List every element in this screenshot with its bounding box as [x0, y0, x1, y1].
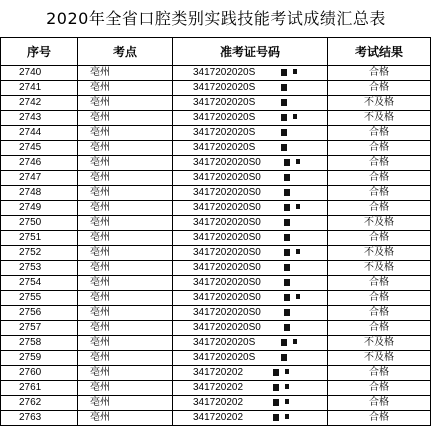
table-row: [1, 171, 431, 186]
row-exam-id: [173, 246, 328, 261]
row-exam-id: [173, 366, 328, 381]
row-result: [328, 231, 431, 246]
row-seq-text: 2759: [19, 352, 42, 363]
row-result-text: 合格: [369, 127, 389, 138]
row-seq: [1, 351, 78, 366]
row-seq: [1, 381, 78, 396]
row-exam-id-text: 3417202020S: [193, 97, 256, 108]
row-seq-text: 2752: [19, 247, 42, 258]
row-seq: [1, 171, 78, 186]
row-place: [78, 261, 173, 276]
row-result: [328, 126, 431, 141]
row-seq-text: 2750: [19, 217, 42, 228]
table-row: [1, 126, 431, 141]
row-place-text: 亳州: [90, 217, 110, 228]
row-exam-id: [173, 111, 328, 126]
row-result-text: 不及格: [364, 262, 394, 273]
row-result: [328, 246, 431, 261]
table-row: [1, 96, 431, 111]
row-exam-id: [173, 126, 328, 141]
redaction-mark: [293, 69, 297, 74]
row-exam-id: [173, 261, 328, 276]
redaction-mark: [284, 279, 290, 286]
row-place: [78, 411, 173, 426]
row-exam-id-text: 3417202020S: [193, 142, 256, 153]
row-seq-text: 2753: [19, 262, 42, 273]
row-exam-id: [173, 321, 328, 336]
row-seq-text: 2742: [19, 97, 42, 108]
header-row: [1, 38, 431, 66]
results-table: [0, 37, 431, 426]
table-row: [1, 306, 431, 321]
row-exam-id-text: 3417202020S0: [193, 187, 261, 198]
table-row: [1, 336, 431, 351]
redaction-mark: [281, 129, 287, 136]
row-place: [78, 66, 173, 81]
row-seq-text: 2741: [19, 82, 42, 93]
page-title: 2020年全省口腔类别实践技能考试成绩汇总表: [46, 9, 386, 28]
row-result-text: 合格: [369, 367, 389, 378]
redaction-mark: [284, 324, 290, 331]
row-result: [328, 381, 431, 396]
row-place: [78, 321, 173, 336]
row-exam-id-text: 3417202020S0: [193, 292, 261, 303]
row-seq-text: 2761: [19, 382, 42, 393]
row-place: [78, 171, 173, 186]
row-place: [78, 381, 173, 396]
row-place-text: 亳州: [90, 247, 110, 258]
row-result-text: 合格: [369, 172, 389, 183]
row-exam-id: [173, 96, 328, 111]
row-result-text: 合格: [369, 397, 389, 408]
row-seq-text: 2762: [19, 397, 42, 408]
redaction-mark: [284, 309, 290, 316]
row-seq: [1, 186, 78, 201]
row-place-text: 亳州: [90, 412, 110, 423]
table-row: [1, 351, 431, 366]
row-seq-text: 2760: [19, 367, 42, 378]
row-place-text: 亳州: [90, 367, 110, 378]
row-place: [78, 186, 173, 201]
redaction-mark: [281, 354, 287, 361]
table-row: [1, 396, 431, 411]
redaction-mark: [285, 384, 289, 389]
redaction-mark: [285, 369, 289, 374]
redaction-mark: [281, 69, 287, 76]
row-place-text: 亳州: [90, 142, 110, 153]
row-result: [328, 201, 431, 216]
row-result: [328, 306, 431, 321]
row-seq-text: 2754: [19, 277, 42, 288]
row-result: [328, 81, 431, 96]
row-result-text: 合格: [369, 382, 389, 393]
row-exam-id: [173, 186, 328, 201]
row-place: [78, 246, 173, 261]
row-exam-id: [173, 381, 328, 396]
redaction-mark: [284, 249, 290, 256]
row-place-text: 亳州: [90, 322, 110, 333]
table-row: [1, 381, 431, 396]
row-result: [328, 336, 431, 351]
table-row: [1, 81, 431, 96]
row-result-text: 合格: [369, 67, 389, 78]
row-seq-text: 2758: [19, 337, 42, 348]
row-seq-text: 2757: [19, 322, 42, 333]
row-place-text: 亳州: [90, 232, 110, 243]
row-exam-id-text: 3417202020S0: [193, 307, 261, 318]
row-place-text: 亳州: [90, 67, 110, 78]
row-exam-id-text: 3417202020S: [193, 112, 256, 123]
redaction-mark: [296, 204, 300, 209]
row-place: [78, 216, 173, 231]
redaction-mark: [273, 414, 279, 421]
row-place: [78, 231, 173, 246]
row-seq: [1, 141, 78, 156]
row-seq-text: 2745: [19, 142, 42, 153]
redaction-mark: [284, 174, 290, 181]
row-result: [328, 351, 431, 366]
row-exam-id: [173, 201, 328, 216]
redaction-mark: [273, 399, 279, 406]
row-place: [78, 96, 173, 111]
row-place: [78, 141, 173, 156]
row-place: [78, 126, 173, 141]
row-place: [78, 276, 173, 291]
row-exam-id-text: 341720202: [193, 367, 244, 378]
row-seq-text: 2746: [19, 157, 42, 168]
row-place-text: 亳州: [90, 172, 110, 183]
row-exam-id: [173, 171, 328, 186]
redaction-mark: [284, 159, 290, 166]
row-seq: [1, 246, 78, 261]
table-row: [1, 201, 431, 216]
row-seq: [1, 276, 78, 291]
header-seq: 序号: [1, 38, 78, 66]
redaction-mark: [284, 219, 290, 226]
row-seq: [1, 321, 78, 336]
row-place: [78, 366, 173, 381]
redaction-mark: [273, 369, 279, 376]
row-exam-id: [173, 291, 328, 306]
row-seq: [1, 336, 78, 351]
row-result: [328, 321, 431, 336]
row-result-text: 不及格: [364, 337, 394, 348]
redaction-mark: [285, 414, 289, 419]
row-result-text: 合格: [369, 202, 389, 213]
row-result: [328, 156, 431, 171]
redaction-mark: [281, 339, 287, 346]
row-exam-id: [173, 141, 328, 156]
row-place-text: 亳州: [90, 352, 110, 363]
table-row: [1, 111, 431, 126]
row-exam-id-text: 3417202020S0: [193, 232, 261, 243]
redaction-mark: [284, 204, 290, 211]
row-seq-text: 2763: [19, 412, 42, 423]
row-place: [78, 291, 173, 306]
row-seq: [1, 96, 78, 111]
table-row: [1, 141, 431, 156]
redaction-mark: [293, 339, 297, 344]
row-result-text: 合格: [369, 157, 389, 168]
redaction-mark: [281, 84, 287, 91]
row-exam-id-text: 341720202: [193, 412, 244, 423]
row-result: [328, 411, 431, 426]
row-exam-id-text: 3417202020S0: [193, 217, 261, 228]
row-place-text: 亳州: [90, 127, 110, 138]
row-seq-text: 2756: [19, 307, 42, 318]
table-row: [1, 231, 431, 246]
redaction-mark: [281, 114, 287, 121]
row-seq-text: 2743: [19, 112, 42, 123]
row-exam-id-text: 3417202020S0: [193, 172, 261, 183]
row-seq: [1, 396, 78, 411]
row-seq: [1, 156, 78, 171]
row-seq: [1, 366, 78, 381]
header-place: 考点: [78, 38, 173, 66]
row-result-text: 合格: [369, 292, 389, 303]
row-place-text: 亳州: [90, 382, 110, 393]
row-seq: [1, 411, 78, 426]
row-place: [78, 81, 173, 96]
table-row: [1, 291, 431, 306]
row-exam-id: [173, 306, 328, 321]
row-place-text: 亳州: [90, 262, 110, 273]
row-exam-id-text: 3417202020S0: [193, 157, 261, 168]
row-exam-id: [173, 351, 328, 366]
row-exam-id: [173, 156, 328, 171]
row-place-text: 亳州: [90, 112, 110, 123]
row-result-text: 合格: [369, 307, 389, 318]
row-exam-id-text: 3417202020S0: [193, 322, 261, 333]
table-row: [1, 216, 431, 231]
row-result-text: 合格: [369, 232, 389, 243]
row-seq-text: 2747: [19, 172, 42, 183]
redaction-mark: [284, 264, 290, 271]
table-row: [1, 276, 431, 291]
row-exam-id-text: 3417202020S0: [193, 262, 261, 273]
row-result: [328, 261, 431, 276]
row-result-text: 合格: [369, 142, 389, 153]
redaction-mark: [296, 249, 300, 254]
row-exam-id-text: 3417202020S: [193, 352, 256, 363]
row-seq: [1, 126, 78, 141]
redaction-mark: [284, 189, 290, 196]
row-seq-text: 2755: [19, 292, 42, 303]
row-exam-id: [173, 276, 328, 291]
row-result: [328, 216, 431, 231]
row-place-text: 亳州: [90, 187, 110, 198]
row-result: [328, 396, 431, 411]
row-exam-id-text: 3417202020S: [193, 82, 256, 93]
table-row: [1, 411, 431, 426]
row-result-text: 合格: [369, 82, 389, 93]
row-result: [328, 366, 431, 381]
row-exam-id: [173, 396, 328, 411]
row-result: [328, 171, 431, 186]
row-place-text: 亳州: [90, 292, 110, 303]
row-exam-id-text: 3417202020S0: [193, 202, 261, 213]
row-exam-id-text: 341720202: [193, 382, 244, 393]
row-result-text: 不及格: [364, 352, 394, 363]
row-result: [328, 291, 431, 306]
row-place-text: 亳州: [90, 82, 110, 93]
row-exam-id: [173, 216, 328, 231]
row-result: [328, 96, 431, 111]
row-result-text: 合格: [369, 187, 389, 198]
table-row: [1, 261, 431, 276]
table-row: [1, 186, 431, 201]
redaction-mark: [281, 144, 287, 151]
row-place-text: 亳州: [90, 157, 110, 168]
row-exam-id: [173, 231, 328, 246]
row-result: [328, 276, 431, 291]
header-result: 考试结果: [328, 38, 431, 66]
row-seq: [1, 231, 78, 246]
row-place: [78, 111, 173, 126]
row-result: [328, 141, 431, 156]
redaction-mark: [296, 159, 300, 164]
row-exam-id-text: 341720202: [193, 397, 244, 408]
table-row: [1, 321, 431, 336]
redaction-mark: [281, 99, 287, 106]
table-row: [1, 156, 431, 171]
row-exam-id: [173, 411, 328, 426]
row-place: [78, 396, 173, 411]
redaction-mark: [273, 384, 279, 391]
row-seq: [1, 111, 78, 126]
row-exam-id-text: 3417202020S: [193, 67, 256, 78]
row-seq-text: 2748: [19, 187, 42, 198]
redaction-mark: [293, 114, 297, 119]
row-seq: [1, 291, 78, 306]
row-result-text: 合格: [369, 412, 389, 423]
row-place-text: 亳州: [90, 97, 110, 108]
row-result-text: 合格: [369, 322, 389, 333]
redaction-mark: [284, 294, 290, 301]
row-result: [328, 186, 431, 201]
row-exam-id-text: 3417202020S0: [193, 247, 261, 258]
row-result: [328, 66, 431, 81]
row-result: [328, 111, 431, 126]
row-place-text: 亳州: [90, 337, 110, 348]
row-exam-id-text: 3417202020S: [193, 337, 256, 348]
row-seq: [1, 66, 78, 81]
row-result-text: 不及格: [364, 217, 394, 228]
redaction-mark: [284, 234, 290, 241]
table-row: [1, 66, 431, 81]
row-seq: [1, 216, 78, 231]
row-place-text: 亳州: [90, 307, 110, 318]
row-place-text: 亳州: [90, 397, 110, 408]
row-seq-text: 2749: [19, 202, 42, 213]
row-place-text: 亳州: [90, 202, 110, 213]
row-result-text: 不及格: [364, 97, 394, 108]
row-place: [78, 156, 173, 171]
row-seq: [1, 81, 78, 96]
row-place-text: 亳州: [90, 277, 110, 288]
row-seq-text: 2744: [19, 127, 42, 138]
row-exam-id: [173, 81, 328, 96]
row-seq: [1, 306, 78, 321]
row-exam-id-text: 3417202020S0: [193, 277, 261, 288]
row-place: [78, 306, 173, 321]
row-exam-id: [173, 66, 328, 81]
row-exam-id: [173, 336, 328, 351]
row-seq-text: 2751: [19, 232, 42, 243]
table-row: [1, 366, 431, 381]
header-id: 准考证号码: [173, 38, 328, 66]
row-place: [78, 336, 173, 351]
row-result-text: 不及格: [364, 112, 394, 123]
redaction-mark: [296, 294, 300, 299]
row-place: [78, 201, 173, 216]
redaction-mark: [285, 399, 289, 404]
table-row: [1, 246, 431, 261]
row-result-text: 不及格: [364, 247, 394, 258]
row-result-text: 合格: [369, 277, 389, 288]
row-place: [78, 351, 173, 366]
row-seq-text: 2740: [19, 67, 42, 78]
row-exam-id-text: 3417202020S: [193, 127, 256, 138]
row-seq: [1, 261, 78, 276]
row-seq: [1, 201, 78, 216]
